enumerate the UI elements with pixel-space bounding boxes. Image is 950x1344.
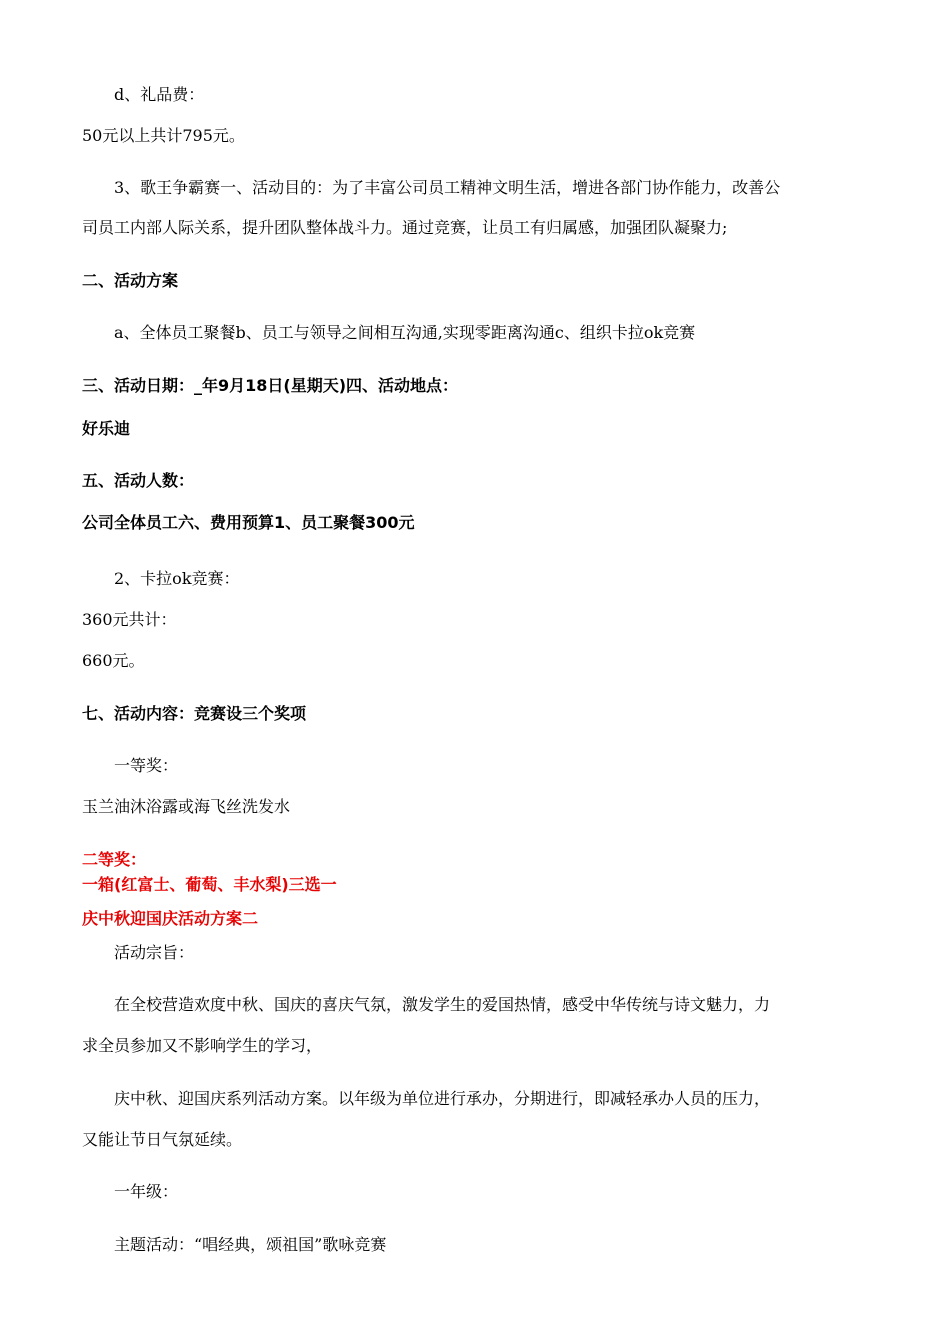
purpose-line-2: 司员工内部人际关系，提升团队整体战斗力。通过竞赛，让员工有归属感，加强团队凝聚力; [82, 218, 728, 237]
section-heading-content: 七、活动内容：竞赛设三个奖项 [82, 704, 307, 723]
plan-two-title: 庆中秋迎国庆活动方案二 [82, 909, 259, 928]
aim-line-2: 求全员参加又不影响学生的学习， [82, 1036, 323, 1055]
budget-heading: 公司全体员工六、费用预算1、员工聚餐300元 [82, 513, 415, 532]
section-heading-participants: 五、活动人数： [82, 471, 195, 490]
first-prize-value: 玉兰油沐浴露或海飞丝洗发水 [82, 797, 291, 816]
series-line-1: 庆中秋、迎国庆系列活动方案。以年级为单位进行承办，分期进行，即减轻承办人员的压力， [114, 1089, 771, 1108]
grade-one-label: 一年级： [114, 1182, 179, 1201]
karaoke-budget-amount: 360元共计： [82, 610, 177, 629]
second-prize-value: 一箱(红富士、葡萄、丰水梨)三选一 [82, 875, 337, 894]
theme-activity: 主题活动：“唱经典，颂祖国”歌咏竞赛 [114, 1235, 387, 1254]
first-prize-label: 一等奖： [114, 756, 179, 775]
budget-total: 660元。 [82, 651, 145, 670]
second-prize-label: 二等奖： [82, 850, 147, 869]
purpose-line-1: 3、歌王争霸赛一、活动目的：为了丰富公司员工精神文明生活，增进各部门协作能力，改善公 [114, 178, 781, 197]
series-line-2: 又能让节日气氛延续。 [82, 1130, 243, 1149]
date-location-heading: 三、活动日期：_年9月18日(星期天)四、活动地点： [82, 376, 459, 395]
aim-label: 活动宗旨： [114, 943, 195, 962]
location-value: 好乐迪 [82, 419, 131, 438]
plan-items: a、全体员工聚餐b、员工与领导之间相互沟通,实现零距离沟通c、组织卡拉ok竞赛 [114, 323, 696, 342]
karaoke-budget-item: 2、卡拉ok竞赛： [114, 569, 240, 588]
gift-fee-item: d、礼品费： [114, 85, 205, 104]
aim-line-1: 在全校营造欢度中秋、国庆的喜庆气氛，激发学生的爱国热情，感受中华传统与诗文魅力，力 [114, 995, 771, 1014]
gift-fee-total: 50元以上共计795元。 [82, 126, 245, 145]
section-heading-plan: 二、活动方案 [82, 271, 179, 290]
